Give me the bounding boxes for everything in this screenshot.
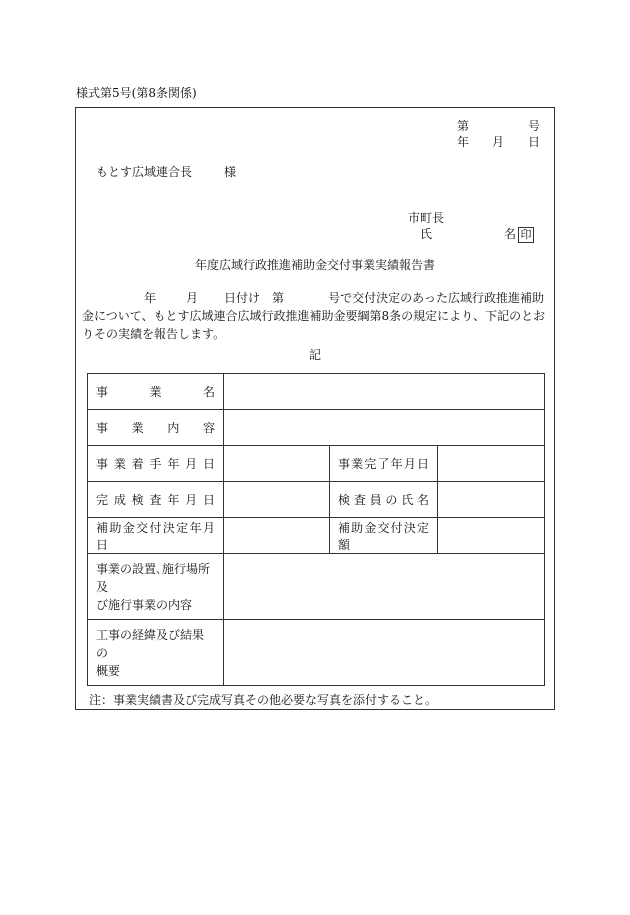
start-date-label: 事業着手年月日 bbox=[88, 446, 224, 482]
progress-summary-value bbox=[224, 620, 545, 686]
form-number-label: 様式第5号(第8条関係) bbox=[76, 86, 197, 100]
sender-title: 市町長 bbox=[408, 211, 445, 225]
completion-date-value bbox=[438, 446, 545, 482]
inspector-name-value bbox=[438, 482, 545, 518]
number-suffix: 号 bbox=[528, 119, 541, 133]
table-row bbox=[88, 374, 545, 410]
project-name-value bbox=[224, 374, 545, 410]
decision-date-label: 補助金交付決定年月日 bbox=[88, 518, 224, 554]
document-title: 年度広域行政推進補助金交付事業実績報告書 bbox=[194, 258, 435, 272]
addressee-name: もとす広域連合長 bbox=[96, 165, 193, 179]
sender-name-label-2: 名 印 bbox=[504, 227, 534, 243]
completion-date-label: 事業完了年月日 bbox=[330, 446, 438, 482]
table-row bbox=[88, 446, 545, 482]
start-date-value bbox=[224, 446, 330, 482]
project-name-label: 事業名 bbox=[88, 374, 224, 410]
decision-amount-label: 補助金交付決定額 bbox=[330, 518, 438, 554]
ki-heading: 記 bbox=[308, 348, 321, 362]
report-table bbox=[87, 373, 545, 686]
project-content-label: 事業内容 bbox=[88, 410, 224, 446]
progress-summary-label: 工事の経緯及び結果の 概要 bbox=[88, 620, 224, 686]
date-year: 年 bbox=[457, 135, 470, 149]
table-row bbox=[88, 518, 545, 554]
inspection-date-value bbox=[224, 482, 330, 518]
report-body: 年 月 日付け 第 号で交付決定のあった広域行政推進補助金について、もとす広域連合広域行政推進補助金要綱第8条の規定により、下記のとおりその実績を報告します。 bbox=[82, 291, 546, 341]
sender-name-label-1: 氏 bbox=[420, 227, 433, 241]
table-row bbox=[88, 482, 545, 518]
decision-date-value bbox=[224, 518, 330, 554]
decision-amount-value bbox=[438, 518, 545, 554]
addressee-honorific: 様 bbox=[224, 165, 237, 179]
inspection-date-label: 完成検査年月日 bbox=[88, 482, 224, 518]
facility-content-value bbox=[224, 554, 545, 620]
seal-mark: 印 bbox=[518, 227, 534, 243]
date-month: 月 bbox=[492, 135, 505, 149]
number-prefix: 第 bbox=[457, 119, 470, 133]
date-day: 日 bbox=[528, 135, 541, 149]
inspector-name-label: 検査員の氏名 bbox=[330, 482, 438, 518]
table-row bbox=[88, 554, 545, 620]
facility-content-label: 事業の設置､施行場所及 び施行事業の内容 bbox=[88, 554, 224, 620]
table-row bbox=[88, 620, 545, 686]
attachment-note: 注：事業実績書及び完成写真その他必要な写真を添付すること。 bbox=[89, 693, 438, 707]
project-content-value bbox=[224, 410, 545, 446]
table-row bbox=[88, 410, 545, 446]
